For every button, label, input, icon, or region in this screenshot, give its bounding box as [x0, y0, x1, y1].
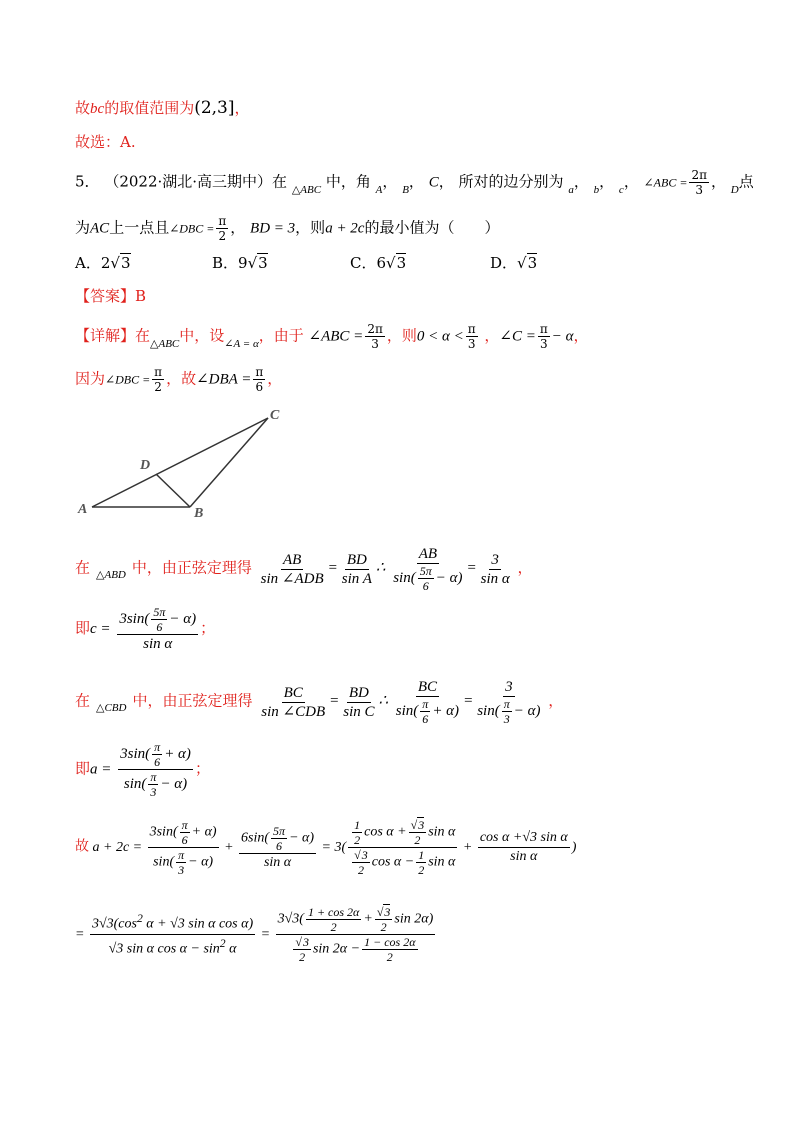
range-line: 故bc的取值范围为(2,3]， [75, 98, 250, 118]
segment-bd [156, 474, 190, 507]
var-bc: bc [90, 101, 105, 117]
question-line-1: 5． （2022·湖北·高三期中）在 $_{\triangle ABC}$ 中，角 $_A$， $_B$， C， 所对的边分别为 $_a$， $_b$， $_c$， ∠ABC = $\frac{2\pi}{3}$ ， $_D$点 [75, 168, 754, 197]
abd-line: 在 $_{\triangle ABD}$ 中，由正弦定理得 $\frac{AB}{\text{sin ∠ADB}}$ = $\frac{BD}{\text{sin A}}$ ∴ AB sin( $\frac{5\pi}{6}$ − α) = $\frac{3}{\text{sin α}}$ ， [75, 546, 533, 593]
answer-value: B [135, 287, 147, 305]
label-b: B [194, 506, 204, 521]
option-a[interactable]: A．2√3 [75, 254, 131, 272]
label-a: A [78, 502, 88, 517]
detail-line: 【详解】在$_{\triangle ABC}$中，设$_{\angle A = \alpha}$，由于 ∠ABC = $\frac{2\pi}{3}$ ，则0 < α < $\frac{\pi}{3}$ ，∠C = $\frac{\pi}{3}$ − α， [75, 322, 589, 351]
answer-line: 【答案】B [75, 287, 147, 305]
choice-line: 故选：A. [75, 133, 136, 151]
range-value: (2,3] [194, 98, 235, 118]
final-eq-line: = $\frac{3√3(\cos^2 \alpha + √3 \sin \alpha \cos \alpha)}{√3 \sin \alpha \cos \alpha - \sin^2 \alpha}$ = 3√3( $\frac{1 + \cos 2\alpha}{2}$ + $\frac{√3}{2}$ sin 2α) $\frac{√3}{2}$ sin 2α − $\frac{1 - \cos 2\alpha}{2}$ [75, 905, 434, 964]
question-number: 5． [75, 172, 100, 191]
segment-ac [92, 418, 268, 507]
label-c: C [270, 408, 280, 423]
because-line: 因为∠DBC = $\frac{\pi}{2}$ ，故∠DBA = $\frac{\pi}{6}$ ， [75, 365, 283, 394]
c-eq-line: 即c = 3sin( $\frac{5\pi}{6}$ − α) sin α ； [75, 605, 216, 652]
cbd-line: 在 $_{\triangle CBD}$ 中，由正弦定理得 $\frac{BC}{\text{sin ∠CDB}}$ = $\frac{BD}{\text{sin C}}$ ∴ BC sin( $\frac{\pi}{6}$ + α) = 3 sin( $\frac{\pi}{3}$ − α) ， [75, 679, 564, 726]
label-d: D [140, 458, 151, 473]
triangle-figure [70, 405, 290, 525]
option-c[interactable]: C．6√3 [350, 254, 407, 272]
question-source: （2022·湖北·高三期中）在 [104, 172, 288, 191]
option-d[interactable]: D．√3 [490, 254, 538, 272]
sum-eq-line: 故 a + 2c = 3sin( $\frac{\pi}{6}$ + α) sin( $\frac{\pi}{3}$ − α) + 6sin( $\frac{5\pi}{6}$ − α) sin α = 3( $\frac{1}{2}$ cos α + $\frac{√3}{2}$ sin α $\frac{√3}{2}$ cos α − $\frac{1}{2}$ sin α + $\frac{\text{cos α +√3 sin α}}{\text{sin α}}$ ) [75, 818, 577, 877]
a-eq-line: 即a = 3sin( $\frac{\pi}{6}$ + α) sin( $\frac{\pi}{3}$ − α) ； [75, 740, 210, 799]
option-b[interactable]: B．9√3 [212, 254, 268, 272]
question-line-2: 为AC上一点且∠DBC = $\frac{\pi}{2}$ ， BD = 3，则a + 2c的最小值为（ ） [75, 214, 500, 243]
segment-bc [190, 418, 268, 507]
